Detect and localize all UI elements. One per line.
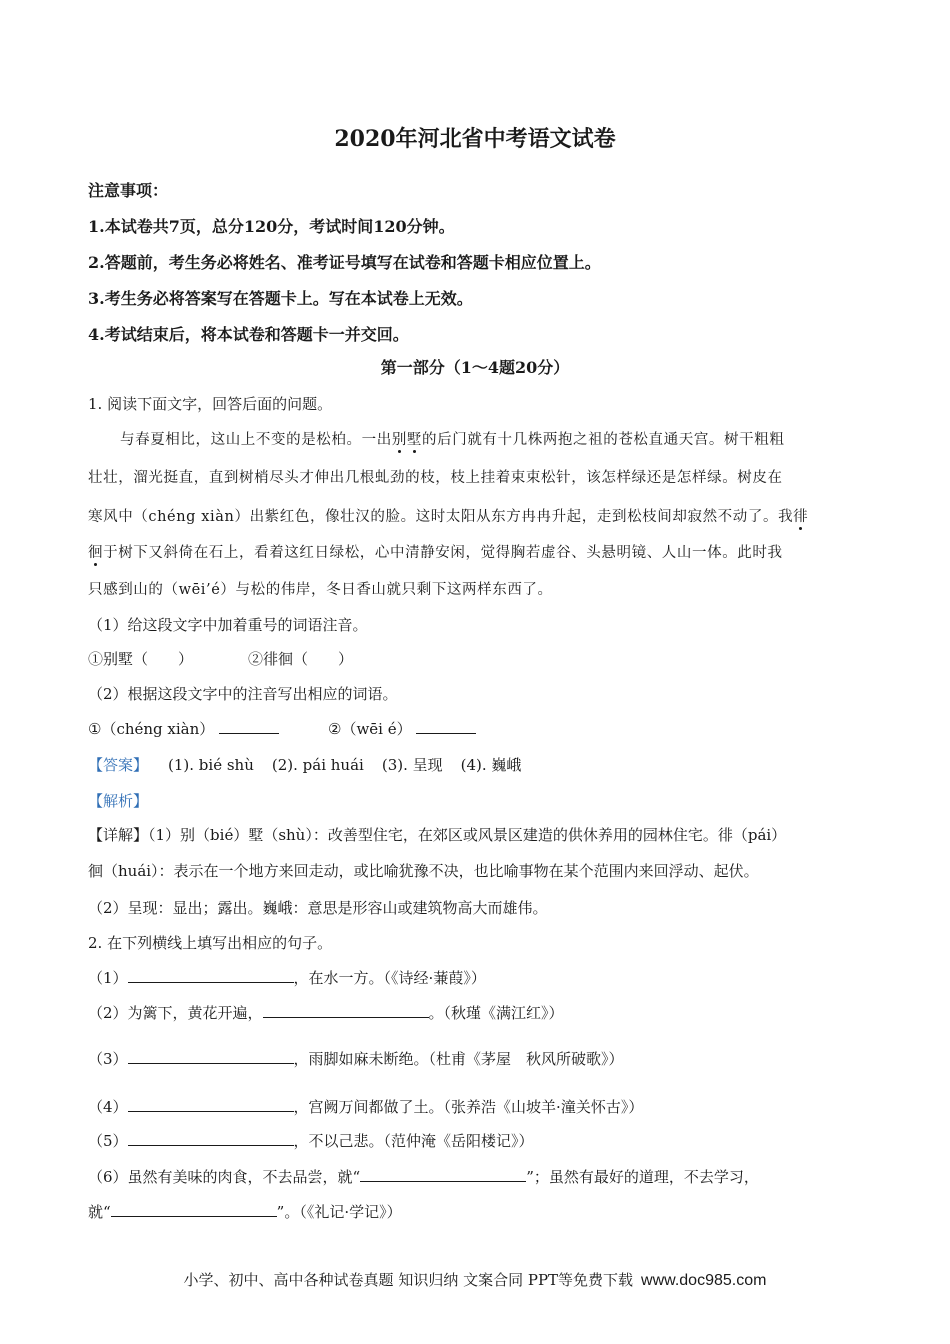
notice-item: 4.考试结束后，将本试卷和答题卡一并交回。 [88,325,409,344]
analysis-text: 【详解】（1）别（bié）墅（shù）：改善型住宅，在郊区或风景区建造的供休养用的园林住宅。徘（pái） [88,826,787,844]
answer-item: (4). 巍峨 [460,756,522,774]
q1-sub2-a: ①（chéng xiàn） [88,718,279,739]
answer-blank [128,1097,294,1112]
q2-item: （3） ，雨脚如麻未断绝。（杜甫《茅屋 秋风所破歌》） [88,1050,624,1068]
q2-item: （1） ，在水一方。（《诗经·蒹葭》） [88,969,486,987]
passage-line: 徊于树下又斜倚在石上，看着这红日绿松，心中清静安闲，觉得胸若虚谷、头悬明镜、人山一体。此时我 [88,545,783,561]
answer-blank [263,1003,429,1018]
answer-blank [416,719,476,734]
answer-blank [360,1167,526,1182]
emphasis-char: 墅 [406,432,423,448]
exam-title: 2020年河北省中考语文试卷 [334,126,616,152]
q1-sub2: （2）根据这段文字中的注音写出相应的词语。 [88,685,398,703]
answer-blank [219,719,279,734]
answer-item: (3). 呈现 [381,756,443,774]
emphasis-char: 徊 [88,545,104,561]
answer-item: (2). pái huái [271,756,364,774]
answer-row [88,754,521,775]
q1-prompt: 1. 阅读下面文字，回答后面的问题。 [88,395,333,413]
passage-line: 壮壮，溜光挺直，直到树梢尽头才伸出几根虬劲的枝，枝上挂着束束松针，该怎样绿还是怎样绿。树皮在 [88,470,783,486]
analysis-tag: 【解析】 [88,792,149,810]
answer-blank [128,968,294,983]
analysis-text: （2）呈现：显出；露出。巍峨：意思是形容山或建筑物高大而雄伟。 [88,899,548,917]
answer-tag: 【答案】 [88,756,149,774]
q1-sub2-b: ②（wēi é） [328,718,476,739]
q2-item: （6）虽然有美味的肉食，不去品尝，就“ ”；虽然有最好的道理，不去学习， [88,1168,759,1186]
emphasis-char: 别 [391,432,407,448]
q1-sub1-a: ①别墅（ ） [88,650,194,668]
part-heading: 第一部分（1～4题20分） [380,358,570,377]
q2-item: （4） ，宫阙万间都做了土。（张养浩《山坡羊·潼关怀古》） [88,1098,644,1116]
passage-line: 只感到山的（wēi’é）与松的伟岸，冬日香山就只剩下这两样东西了。 [88,582,553,598]
q2-item: （2）为篱下，黄花开遍， 。（秋瑾《满江红》） [88,1004,564,1022]
footer-text: 小学、初中、高中各种试卷真题 知识归纳 文案合同 PPT等免费下载 [183,1271,634,1289]
notice-item: 1.本试卷共7页，总分120分，考试时间120分钟。 [88,217,455,236]
answer-item: (1). bié shù [168,756,254,774]
answer-blank [128,1131,294,1146]
answer-blank [111,1202,277,1217]
footer-link[interactable]: www.doc985.com [641,1272,767,1289]
emphasis-char: 徘 [793,509,809,525]
passage-line: 与春夏相比，这山上不变的是松柏。一出别墅的后门就有十几株两抱之祖的苍松直通天宫。树干粗粗 [120,432,785,448]
q2-prompt: 2. 在下列横线上填写出相应的句子。 [88,934,333,952]
analysis-text: 徊（huái）：表示在一个地方来回走动，或比喻犹豫不决，也比喻事物在某个范围内来回浮动、起伏。 [88,862,759,880]
notice-item: 2.答题前，考生务必将姓名、准考证号填写在试卷和答题卡相应位置上。 [88,253,601,272]
q1-sub1-b: ②徘徊（ ） [248,650,354,668]
passage-line: 寒风中（chéng xiàn）出紫红色，像壮汉的脸。这时太阳从东方冉冉升起，走到松枝间却寂然不动了。我徘 [88,509,809,525]
notice-item: 3.考生务必将答案写在答题卡上。写在本试卷上无效。 [88,289,473,308]
q1-sub1: （1）给这段文字中加着重号的词语注音。 [88,616,368,634]
answer-blank [128,1049,294,1064]
q2-item: （5） ，不以己悲。（范仲淹《岳阳楼记》） [88,1132,534,1150]
notice-heading: 注意事项： [88,181,169,200]
q2-item: 就“ ”。（《礼记·学记》） [88,1203,402,1221]
footer [0,1269,950,1290]
